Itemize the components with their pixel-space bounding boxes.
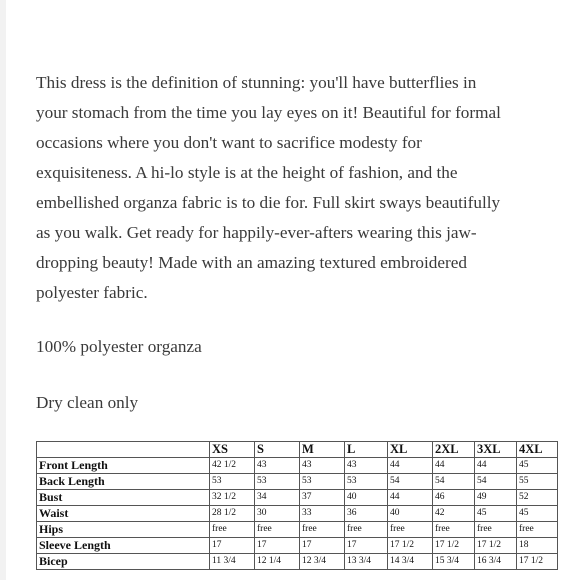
table-row [37,506,558,522]
page-edge [0,0,6,580]
table-cell: 40 [388,506,433,522]
table-cell: 37 [300,490,345,506]
table-cell: free [210,522,255,538]
table-cell: 45 [517,458,558,474]
table-cell: 40 [345,490,388,506]
description-line: exquisiteness. A hi-lo style is at the height of fashion, and the [36,163,458,182]
table-cell: 17 1/2 [388,538,433,554]
table-cell: 55 [517,474,558,490]
table-cell: free [255,522,300,538]
table-cell: 43 [300,458,345,474]
table-cell: 34 [255,490,300,506]
size-header-4xl: 4XL [517,442,558,458]
table-cell: 43 [255,458,300,474]
description-line: your stomach from the time you lay eyes on it! Beautiful for formal [36,103,501,122]
table-cell: 16 3/4 [475,554,517,570]
table-cell: 17 1/2 [433,538,475,554]
description-line: occasions where you don't want to sacrifice modesty for [36,133,422,152]
table-cell: 17 [300,538,345,554]
table-cell: 46 [433,490,475,506]
size-header-xl: XL [388,442,433,458]
table-row [37,538,558,554]
table-cell: 43 [345,458,388,474]
table-cell: 42 [433,506,475,522]
table-cell: 44 [388,458,433,474]
description-line: as you walk. Get ready for happily-ever-afters wearing this jaw- [36,223,477,242]
table-cell: 17 1/2 [475,538,517,554]
table-cell: 33 [300,506,345,522]
row-label: Sleeve Length [37,538,210,554]
table-cell: 44 [433,458,475,474]
material-info: 100% polyester organza [36,337,202,356]
table-cell: free [345,522,388,538]
description-line: polyester fabric. [36,283,148,302]
size-header-l: L [345,442,388,458]
table-cell: 12 1/4 [255,554,300,570]
table-row [37,554,558,570]
table-cell: 15 3/4 [433,554,475,570]
size-header-blank [37,442,210,458]
product-description [36,68,558,308]
table-cell: 28 1/2 [210,506,255,522]
size-header-2xl: 2XL [433,442,475,458]
table-cell: 53 [345,474,388,490]
table-cell: 18 [517,538,558,554]
care-instructions: Dry clean only [36,393,139,412]
size-header-xs: XS [210,442,255,458]
table-cell: 36 [345,506,388,522]
table-row [37,522,558,538]
description-line: dropping beauty! Made with an amazing textured embroidered [36,253,467,272]
row-label: Back Length [37,474,210,490]
table-cell: free [300,522,345,538]
table-cell: 52 [517,490,558,506]
table-cell: 30 [255,506,300,522]
table-cell: 17 [345,538,388,554]
row-label: Bicep [37,554,210,570]
size-chart-header-row [37,442,558,458]
table-cell: 42 1/2 [210,458,255,474]
table-cell: 44 [475,458,517,474]
description-line: embellished organza fabric is to die for. Full skirt sways beautifully [36,193,501,212]
table-cell: 17 1/2 [517,554,558,570]
table-cell: 11 3/4 [210,554,255,570]
table-cell: free [433,522,475,538]
table-cell: 53 [210,474,255,490]
table-cell: 12 3/4 [300,554,345,570]
table-cell: 32 1/2 [210,490,255,506]
table-cell: 44 [388,490,433,506]
row-label: Bust [37,490,210,506]
table-cell: 17 [210,538,255,554]
table-row [37,474,558,490]
row-label: Waist [37,506,210,522]
table-row [37,490,558,506]
table-cell: 17 [255,538,300,554]
table-cell: 13 3/4 [345,554,388,570]
table-cell: 45 [475,506,517,522]
table-cell: free [388,522,433,538]
table-cell: 54 [475,474,517,490]
row-label: Front Length [37,458,210,474]
table-cell: free [475,522,517,538]
size-header-m: M [300,442,345,458]
size-header-s: S [255,442,300,458]
description-line: This dress is the definition of stunning: you'll have butterflies in [36,73,477,92]
table-cell: 49 [475,490,517,506]
table-cell: 53 [255,474,300,490]
table-cell: 53 [300,474,345,490]
size-header-3xl: 3XL [475,442,517,458]
table-cell: free [517,522,558,538]
row-label: Hips [37,522,210,538]
size-chart-table [36,441,558,570]
table-cell: 54 [433,474,475,490]
table-cell: 14 3/4 [388,554,433,570]
table-row [37,458,558,474]
table-cell: 54 [388,474,433,490]
table-cell: 45 [517,506,558,522]
